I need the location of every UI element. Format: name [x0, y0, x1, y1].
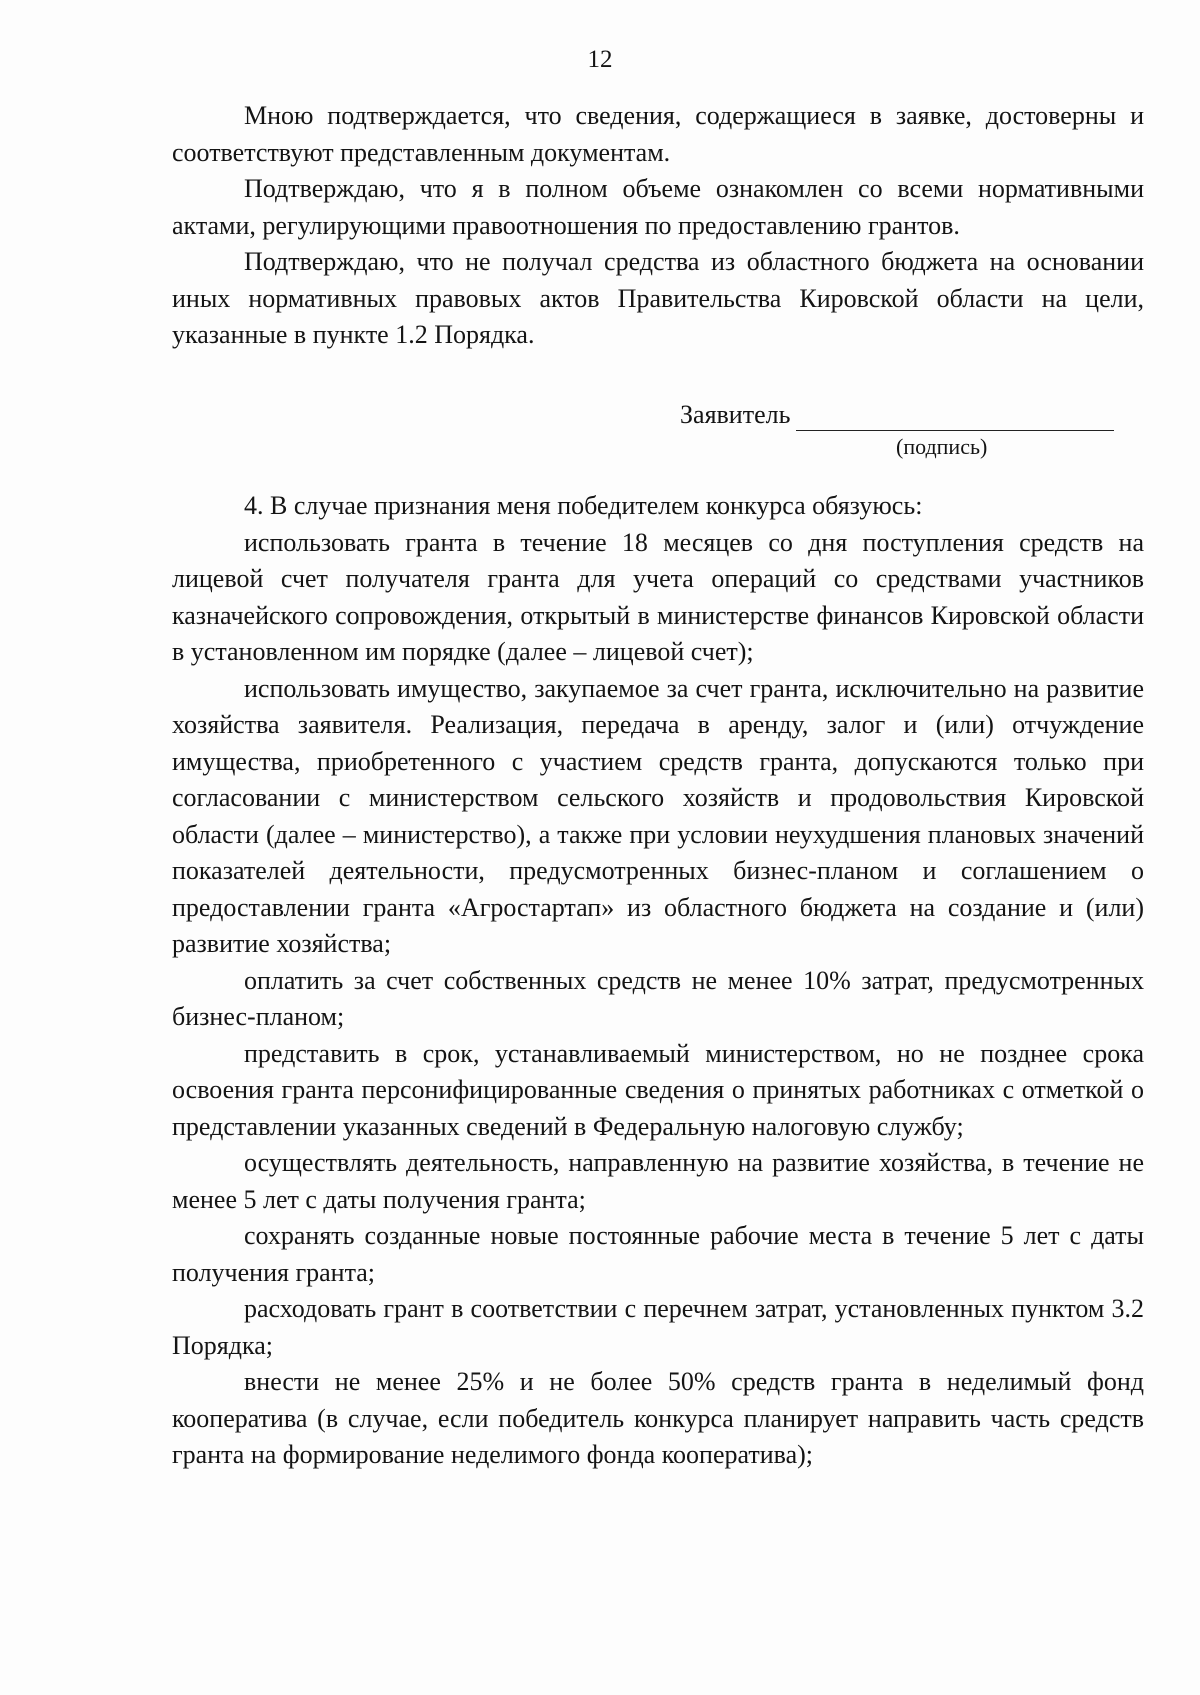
signature-row: [680, 399, 1114, 431]
page-number: 12: [587, 46, 613, 73]
obligation-paragraph: осуществлять деятельность, направленную на развитие хозяйства, в течение не менее 5 лет с даты получения гранта;: [172, 1148, 1144, 1214]
signature-caption: (подпись): [896, 434, 988, 459]
obligation-paragraph: внести не менее 25% и не более 50% средств гранта в неделимый фонд кооператива (в случае, если победитель конкурса планирует направить часть средств гранта на формирование неделимого фонда кооператива);: [172, 1367, 1144, 1469]
signature-label: Заявитель: [680, 400, 791, 429]
declarations-section: [172, 98, 1144, 354]
obligation-paragraph: сохранять созданные новые постоянные рабочие места в течение 5 лет с даты получения гранта;: [172, 1221, 1144, 1287]
obligations-heading: 4. В случае признания меня победителем конкурса обязуюсь:: [244, 491, 923, 520]
declaration-paragraph: Подтверждаю, что не получал средства из областного бюджета на основании иных нормативных правовых актов Правительства Кировской области на цели, указанные в пункте 1.2 Порядка.: [172, 247, 1144, 349]
obligation-paragraph: использовать имущество, закупаемое за счет гранта, исключительно на развитие хозяйства заявителя. Реализация, передача в аренду, залог и (или) отчуждение имущества, приобретенного с участием средств гранта, допускаются только при согласовании с министерством сельского хозяйств и продовольствия Кировской области (далее – министерство), а также при условии неухудшения плановых значений показателей деятельности, предусмотренных бизнес-планом и соглашением о предоставлении гранта «Агростартап» из областного бюджета на создание и (или) развитие хозяйства;: [172, 673, 1144, 958]
declaration-paragraph: Мною подтверждается, что сведения, содержащиеся в заявке, достоверны и соответствуют представленным документам.: [172, 101, 1144, 167]
obligation-paragraph: представить в срок, устанавливаемый министерством, но не позднее срока освоения гранта персонифицированные сведения о принятых работниках с отметкой о представлении указанных сведений в Федеральную налоговую службу;: [172, 1038, 1144, 1141]
obligation-paragraph: расходовать грант в соответствии с перечнем затрат, установленных пунктом 3.2 Порядка;: [172, 1294, 1144, 1360]
signature-line: [796, 404, 1114, 431]
obligation-paragraph: использовать гранта в течение 18 месяцев со дня поступления средств на лицевой счет получателя гранта для учета операций со средствами участников казначейского сопровождения, открытый в министерстве финансов Кировской области в установленном им порядке (далее – лицевой счет);: [172, 527, 1144, 666]
obligation-paragraph: оплатить за счет собственных средств не менее 10% затрат, предусмотренных бизнес-планом;: [172, 965, 1144, 1031]
declaration-paragraph: Подтверждаю, что я в полном объеме ознакомлен со всеми нормативными актами, регулирующими правоотношения по предоставлению грантов.: [172, 174, 1144, 240]
obligations-section: [172, 488, 1144, 1474]
